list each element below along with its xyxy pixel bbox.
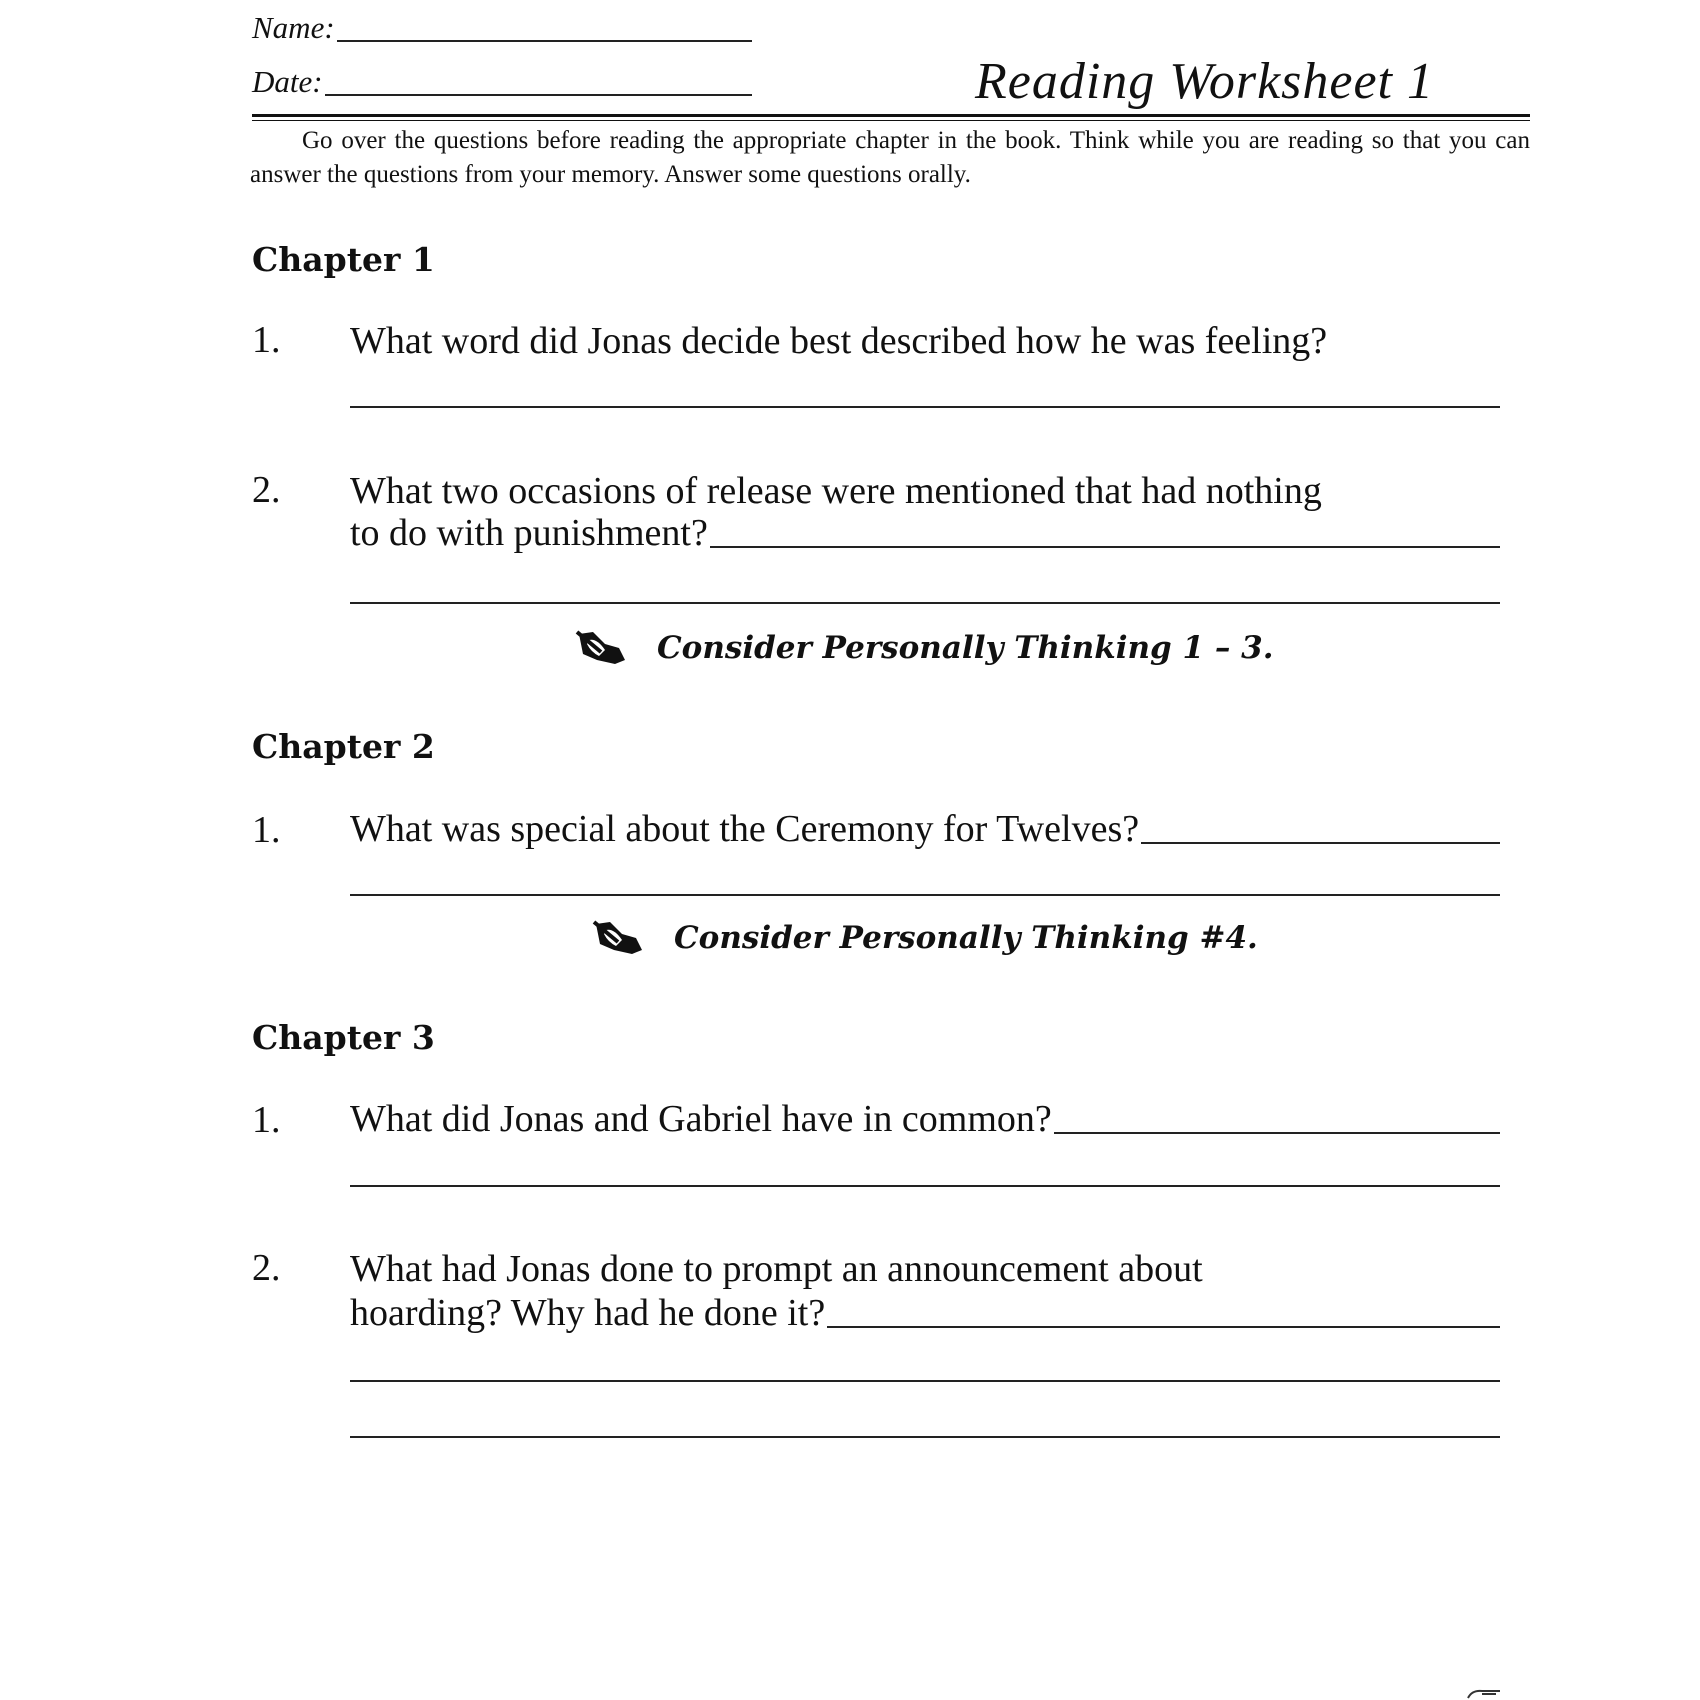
answer-line[interactable] [350,894,1500,896]
intro-paragraph: Go over the questions before reading the appropriate chapter in the book. Think while you are reading so that you can answer the questions from your memory. Answer some questions orally. [250,127,1530,188]
question-number: 2. [252,1247,281,1289]
question-line2-with-blank [350,510,1500,556]
name-label: Name: [252,10,335,45]
consider-note [592,920,1258,956]
date-blank[interactable] [325,94,752,96]
question-number: 1. [252,319,281,361]
question-text-line2: to do with punishment? [350,512,708,554]
question-text-line1: What two occasions of release were mentioned that had nothing [350,470,1322,512]
question-text-line2: hoarding? Why had he done it? [350,1292,826,1334]
question-text: What word did Jonas decide best described how he was feeling? [350,320,1328,362]
consider-note-text: Consider Personally Thinking 1 – 3. [657,630,1274,666]
question-number: 1. [252,1099,281,1141]
answer-line[interactable] [350,1185,1500,1187]
question-row [252,806,1500,852]
question-row [252,1096,1500,1142]
question-text: What did Jonas and Gabriel have in common? [350,1098,1052,1140]
question-line2-with-blank [350,1290,1500,1336]
chapter-heading: Chapter 3 [252,1018,435,1057]
date-field[interactable] [252,64,752,100]
answer-blank-inline[interactable] [827,1326,1500,1328]
answer-line[interactable] [350,1380,1500,1382]
name-field[interactable] [252,10,752,46]
answer-blank-inline[interactable] [1054,1132,1500,1134]
name-blank[interactable] [337,40,752,42]
answer-line[interactable] [350,1436,1500,1438]
consider-note [575,630,1274,666]
date-label: Date: [252,64,323,99]
pointing-hand-icon [1466,1688,1502,1700]
question-text-line1: What had Jonas done to prompt an announcement about [350,1248,1203,1290]
page-title: Reading Worksheet 1 [975,53,1434,110]
writing-hand-icon [575,630,627,666]
writing-hand-icon [592,920,644,956]
answer-line[interactable] [350,406,1500,408]
consider-note-text: Consider Personally Thinking #4. [674,920,1258,956]
answer-blank-inline[interactable] [1141,842,1500,844]
header-rule-bottom [252,120,1530,121]
question-number: 2. [252,469,281,511]
answer-line[interactable] [350,602,1500,604]
header-rule-top [252,114,1530,117]
chapter-heading: Chapter 1 [252,240,435,279]
question-number: 1. [252,809,281,851]
chapter-heading: Chapter 2 [252,727,435,766]
answer-blank-inline[interactable] [710,546,1500,548]
question-text: What was special about the Ceremony for Twelves? [350,808,1140,850]
